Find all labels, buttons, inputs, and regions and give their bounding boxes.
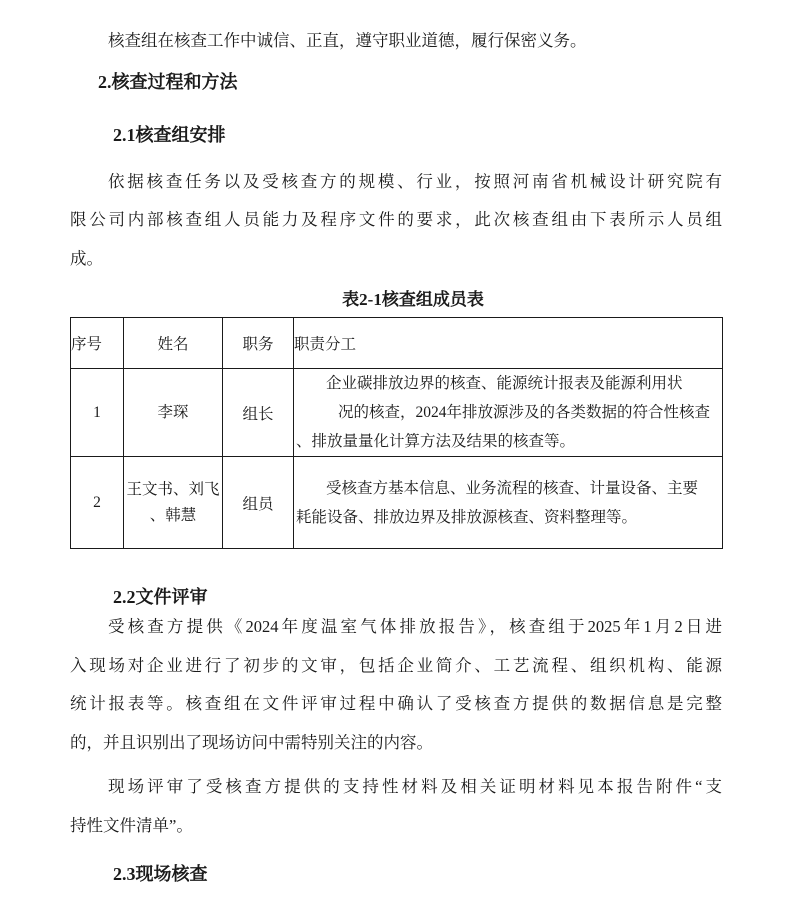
duty-line: 耗能设备、排放边界及排放源核查、资料整理等。 bbox=[296, 508, 638, 526]
paragraph-line: 核查组在核查工作中诚信、正直，遵守职业道德，履行保密义务。 bbox=[108, 31, 587, 50]
column-header-role: 职务 bbox=[223, 318, 294, 369]
duty-line: 企业碳排放边界的核查、能源统计报表及能源利用状 bbox=[326, 375, 683, 392]
section-2-1-heading: 2.1核查组安排 bbox=[113, 124, 226, 145]
table-row bbox=[71, 457, 723, 549]
paragraph-line: 限公司内部核查组人员能力及程序文件的要求，此次核查组由下表所示人员组 bbox=[70, 210, 722, 229]
cell-duty bbox=[294, 457, 723, 549]
cell-name bbox=[124, 457, 223, 549]
cell-duty bbox=[294, 369, 723, 457]
paragraph-line: 的，并且识别出了现场访问中需特别关注的内容。 bbox=[70, 732, 433, 752]
cell-role: 组长 bbox=[223, 369, 294, 457]
paragraph-line: 现场评审了受核查方提供的支持性材料及相关证明材料见本报告附件“支 bbox=[108, 777, 722, 796]
paragraph-line: 统计报表等。核查组在文件评审过程中确认了受核查方提供的数据信息是完整 bbox=[70, 694, 722, 713]
name-line: 、韩慧 bbox=[149, 506, 197, 524]
table-caption: 表2-1核查组成员表 bbox=[342, 290, 484, 309]
paragraph-document-review bbox=[70, 608, 722, 762]
column-header-no: 序号 bbox=[71, 318, 124, 369]
cell-name bbox=[124, 369, 223, 457]
paragraph-confidentiality bbox=[70, 22, 722, 61]
cell-role: 组员 bbox=[223, 457, 294, 549]
cell-no: 2 bbox=[71, 457, 124, 549]
table-header-row bbox=[71, 318, 723, 369]
verification-team-table bbox=[70, 317, 723, 549]
table-row bbox=[71, 369, 723, 457]
column-header-name: 姓名 bbox=[124, 318, 223, 369]
section-2-2-heading: 2.2文件评审 bbox=[113, 587, 208, 607]
paragraph-team-arrangement bbox=[70, 163, 722, 279]
cell-no: 1 bbox=[71, 369, 124, 457]
duty-line: 况的核查，2024年排放源涉及的各类数据的符合性核查 bbox=[338, 404, 711, 421]
paragraph-line: 成。 bbox=[70, 248, 103, 268]
column-header-duty: 职责分工 bbox=[294, 318, 723, 369]
paragraph-line: 受核查方提供《2024年度温室气体排放报告》，核查组于2025年1月2日进 bbox=[108, 617, 722, 636]
paragraph-line: 持性文件清单”。 bbox=[70, 815, 193, 835]
duty-line: 受核查方基本信息、业务流程的核查、计量设备、主要 bbox=[326, 479, 699, 497]
paragraph-line: 入现场对企业进行了初步的文审，包括企业简介、工艺流程、组织机构、能源 bbox=[70, 655, 722, 675]
section-2-heading: 2.核查过程和方法 bbox=[98, 71, 238, 92]
name-line: 王文书、刘飞 bbox=[126, 480, 220, 498]
paragraph-line: 依据核查任务以及受核查方的规模、行业，按照河南省机械设计研究院有 bbox=[108, 171, 722, 191]
section-2-3-heading: 2.3现场核查 bbox=[113, 864, 208, 884]
paragraph-supporting-documents bbox=[70, 768, 722, 845]
name-line: 李琛 bbox=[157, 403, 189, 421]
duty-line: 、排放量量化计算方法及结果的核查等。 bbox=[296, 433, 576, 450]
